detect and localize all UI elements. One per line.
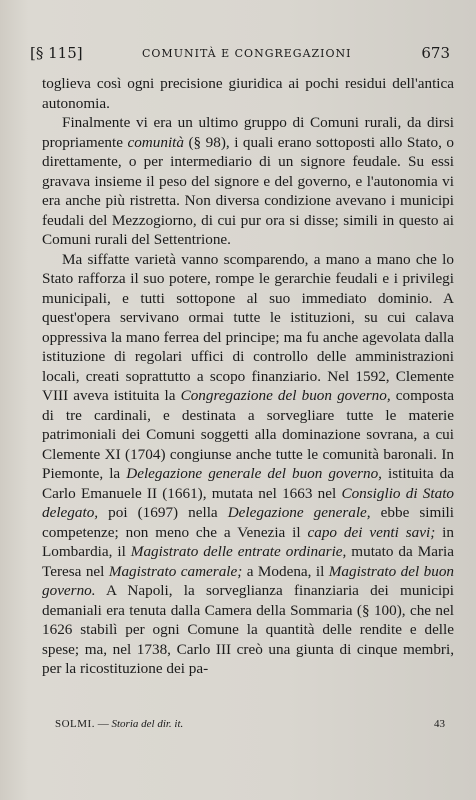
italic-term: capo dei venti savi; xyxy=(307,523,436,541)
signature-mark: 43 xyxy=(434,718,445,730)
page-body xyxy=(42,74,454,679)
italic-term: comunità xyxy=(127,133,184,151)
paragraph-continuation xyxy=(42,74,454,113)
footer-citation xyxy=(55,718,183,730)
italic-term: Magistrato camerale; xyxy=(108,562,243,580)
text-run: in Lombardia, il xyxy=(42,523,454,560)
text-run: a Modena, il xyxy=(242,562,329,580)
page-number: 673 xyxy=(421,44,450,62)
text-run: poi (1697) nella xyxy=(98,504,228,521)
text-run: composta di tre cardinali, e destinata a sorvegliare tutte le materie patrimoniali dei Comuni soggetti alla dominazione sovrana, a cui Clemente XI (1704) congiunse anche tutte le comunità baronali. In Piemonte, la xyxy=(42,387,454,482)
text-run: Finalmente vi era un ultimo gruppo di Comuni rurali, da dirsi propriamente xyxy=(42,114,454,151)
text-run: istituita da Carlo Emanuele II (1661), mutata nel 1663 nel xyxy=(42,465,454,502)
italic-term: Consiglio di Stato delegato, xyxy=(42,484,455,521)
text-run: mutato da Maria Teresa nel xyxy=(42,543,454,580)
italic-term: Delegazione generale del buon governo, xyxy=(126,465,382,482)
page-header xyxy=(30,44,450,64)
text-run: ebbe simili competenze; non meno che a Venezia il xyxy=(42,504,454,541)
paragraph xyxy=(42,250,454,679)
paragraph xyxy=(42,113,454,250)
text-run: Ma siffatte varietà vanno scomparendo, a mano a mano che lo Stato rafforza il suo potere, rompe le gerarchie feudali e i privilegi municipali, e tutti sottopone al suo immediato dominio. A quest'opera servivano ormai tutte le istituzioni, su cui calava oppressiva la mano ferrea del principe; ma fu anche agevolata dalla istituzione di regolari uffici di controllo delle amministrazioni locali, creati soprattutto a scopo finanziario. Nel 1592, Clemente VIII aveva istituita la xyxy=(42,250,454,404)
running-title: COMUNITÀ E CONGREGAZIONI xyxy=(142,47,352,60)
section-reference: [§ 115] xyxy=(30,44,83,62)
text-run: A Napoli, la sorveglianza finanziaria dei municipi demaniali era tenuta dalla Camera della Sommaria (§ 100), che nel 1626 stabilì per ogni Comune la quantità delle rendite e delle spese; ma, nel 1738, Carlo III creò una giunta di cinque membri, per la ricostituzione dei pa- xyxy=(42,582,454,677)
italic-term: Magistrato del buon governo. xyxy=(42,562,455,599)
book-title: Storia del dir. it. xyxy=(111,718,184,730)
italic-term: Magistrato delle entrate ordinarie, xyxy=(130,543,347,560)
text-run: (§ 98), i quali erano sottoposti allo Stato, o direttamente, o per intermediario di un signore feudale. Su essi gravava insieme il peso del signore e del governo, e l'autonomia vi era anche più ristretta. Non diversa condizione avevano i municipi feudali del Mezzogiorno, di cui pur ora si disse; simili in questo ai Comuni rurali del Settentrione. xyxy=(42,133,454,248)
italic-term: Congregazione del buon governo, xyxy=(180,387,391,404)
author-name: SOLMI. xyxy=(55,718,95,730)
italic-term: Delegazione generale, xyxy=(227,504,371,521)
text-run: toglieva così ogni precisione giuridica ai pochi residui dell'antica autonomia. xyxy=(42,75,454,112)
separator-dash: — xyxy=(94,718,112,730)
page-footer xyxy=(55,718,445,736)
